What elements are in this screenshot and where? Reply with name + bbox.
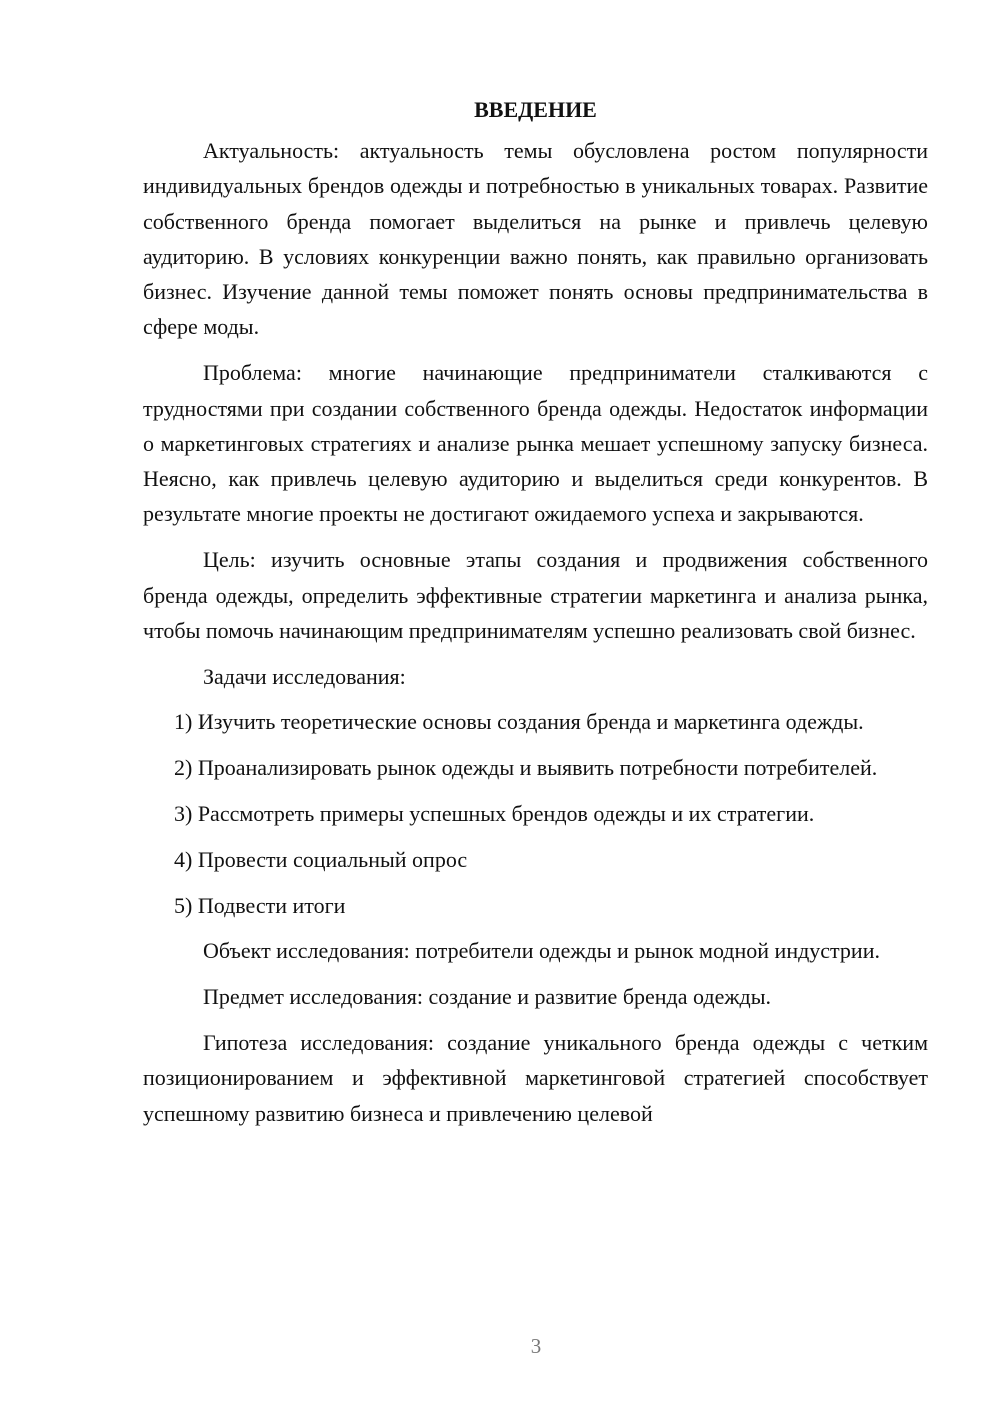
paragraph-object: Объект исследования: потребители одежды и рынок модной индустрии. <box>203 938 880 964</box>
task-item-4: 4) Провести социальный опрос <box>174 846 468 872</box>
page-body <box>143 92 928 1131</box>
paragraph-relevance: Актуальность: актуальность темы обусловлена ростом популярности индивидуальных брендов одежды и потребностью в уникальных товарах. Развитие собственного бренда помогает выделиться на рынке и привлечь целевую аудиторию. В условиях конкуренции важно понять, как правильно организовать бизнес. Изучение данной темы поможет понять основы предпринимательства в сфере моды. <box>143 138 928 340</box>
paragraph-problem: Проблема: многие начинающие предприниматели сталкиваются с трудностями при создании собственного бренда одежды. Недостаток информации о маркетинговых стратегиях и анализе рынка мешает успешному запуску бизнеса. Неясно, как привлечь целевую аудиторию и выделиться среди конкурентов. В результате многие проекты не достигают ожидаемого успеха и закрываются. <box>143 360 928 527</box>
section-title: ВВЕДЕНИЕ <box>474 97 597 122</box>
page-number: 3 <box>530 1334 542 1358</box>
paragraph-goal: Цель: изучить основные этапы создания и продвижения собственного бренда одежды, определить эффективные стратегии маркетинга и анализа рынка, чтобы помочь начинающим предпринимателям успешно реализовать свой бизнес. <box>143 547 928 643</box>
task-item-5: 5) Подвести итоги <box>174 892 346 918</box>
tasks-heading: Задачи исследования: <box>203 663 406 689</box>
task-item-1: 1) Изучить теоретические основы создания бренда и маркетинга одежды. <box>174 709 864 735</box>
task-item-2: 2) Проанализировать рынок одежды и выявить потребности потребителей. <box>174 755 878 781</box>
task-item-3: 3) Рассмотреть примеры успешных брендов одежды и их стратегии. <box>174 801 815 827</box>
paragraph-subject: Предмет исследования: создание и развитие бренда одежды. <box>203 984 772 1010</box>
paragraph-hypothesis: Гипотеза исследования: создание уникального бренда одежды с четким позиционированием и эффективной маркетинговой стратегией способствует успешному развитию бизнеса и привлечению целевой <box>143 1030 928 1126</box>
